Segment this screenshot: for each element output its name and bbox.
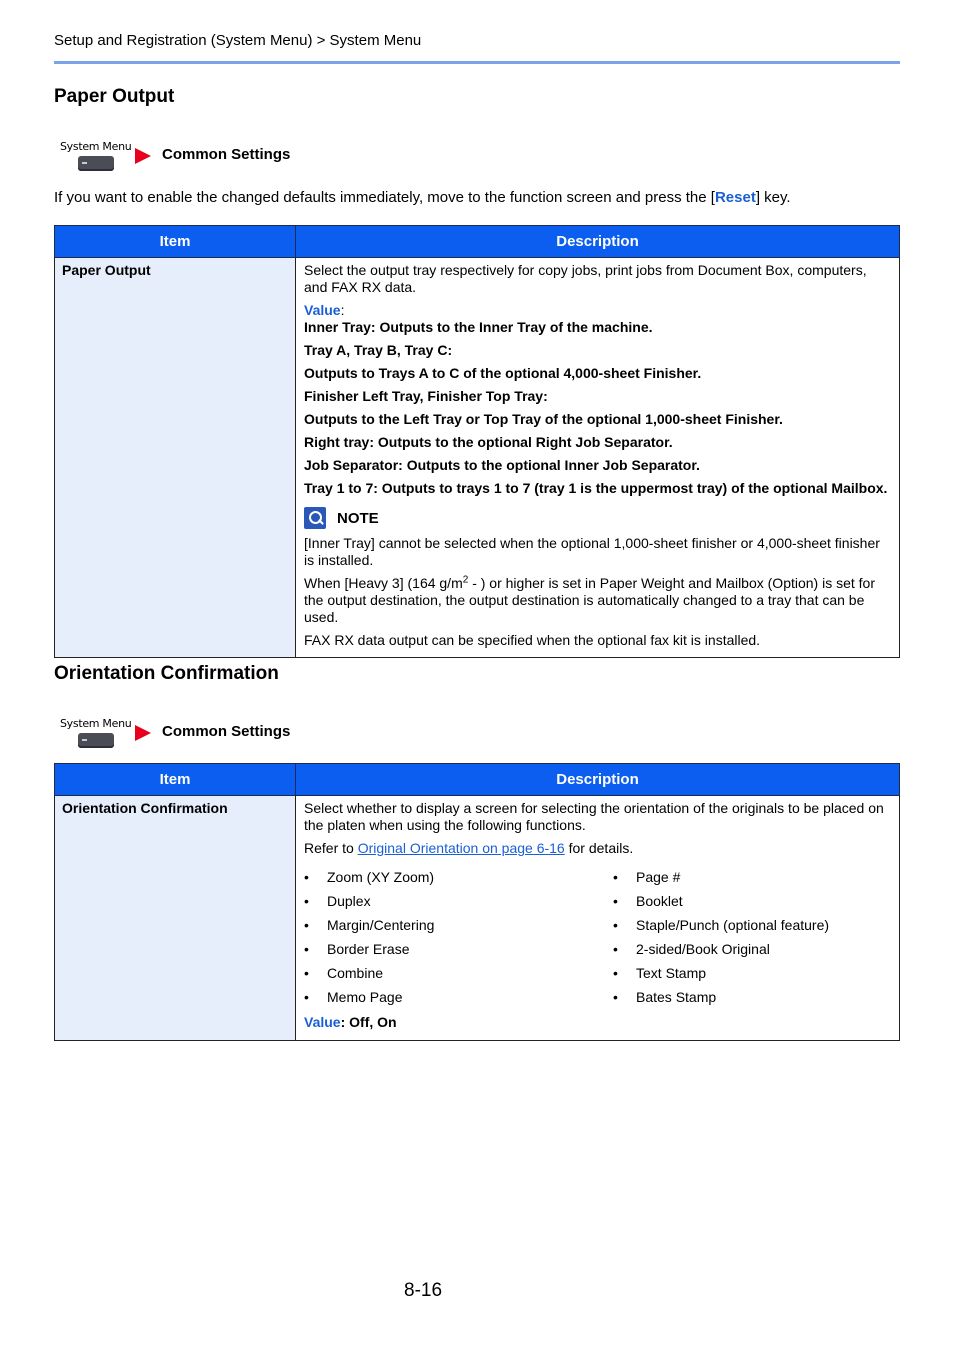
- nav-destination: Common Settings: [162, 723, 291, 740]
- column-header-description: Description: [296, 764, 900, 796]
- function-list: [304, 869, 891, 1006]
- list-item-text: Zoom (XY Zoom): [327, 869, 435, 885]
- list-item-text: Memo Page: [327, 989, 403, 1005]
- list-item-text: Page #: [636, 869, 681, 885]
- column-header-description: Description: [296, 226, 900, 258]
- right-arrow-icon: [135, 148, 151, 164]
- value-option: Right tray: Outputs to the optional Right Job Separator.: [304, 434, 673, 450]
- nav-path-orientation: [60, 717, 460, 757]
- value-colon: :: [340, 302, 345, 318]
- original-orientation-link[interactable]: Original Orientation on page 6-16: [357, 840, 565, 856]
- value-option: Outputs to Trays A to C of the optional 4,000-sheet Finisher.: [304, 365, 702, 381]
- bullet-icon: •: [304, 917, 309, 933]
- table-row: [55, 796, 900, 1041]
- value-option: Inner Tray: Outputs to the Inner Tray of the machine.: [304, 319, 653, 335]
- system-menu-key-label: System Menu: [60, 140, 132, 153]
- intro-text-start: If you want to enable the changed defaults immediately, move to the function screen and press the [: [54, 189, 715, 206]
- system-menu-button-icon: [78, 156, 114, 171]
- refer-text: [304, 840, 891, 857]
- note-text: [Inner Tray] cannot be selected when the optional 1,000-sheet finisher or 4,000-sheet finisher is installed.: [304, 535, 880, 568]
- list-item: [304, 941, 613, 958]
- value-label-line: [304, 302, 891, 319]
- refer-text-start: Refer to: [304, 840, 358, 856]
- list-item-text: Duplex: [327, 893, 371, 909]
- item-name: Paper Output: [55, 258, 296, 658]
- header-rule: [54, 61, 900, 64]
- refer-text-end: for details.: [564, 840, 634, 856]
- note-header: [304, 507, 891, 529]
- column-header-item: Item: [55, 226, 296, 258]
- value-option: Job Separator: Outputs to the optional Inner Job Separator.: [304, 457, 700, 473]
- note-magnifier-icon: [304, 507, 326, 529]
- bullet-icon: •: [613, 941, 618, 957]
- list-item: [613, 941, 891, 958]
- intro-text-end: ] key.: [755, 189, 791, 206]
- table-header-row: [55, 764, 900, 796]
- list-item-text: Text Stamp: [636, 965, 707, 981]
- system-menu-button-icon: [78, 733, 114, 748]
- bullet-icon: •: [304, 989, 309, 1005]
- column-header-item: Item: [55, 764, 296, 796]
- item-description: [296, 796, 900, 1041]
- list-item-text: Bates Stamp: [636, 989, 717, 1005]
- system-menu-key-icon: [60, 140, 132, 176]
- page-number: 8-16: [404, 1280, 443, 1301]
- intro-text: [54, 189, 791, 206]
- value-option: Tray 1 to 7: Outputs to trays 1 to 7 (tray 1 is the uppermost tray) of the optional Mailbox.: [304, 480, 888, 496]
- superscript: 2: [462, 574, 469, 586]
- reset-key-label: Reset: [714, 189, 756, 206]
- bullet-icon: •: [613, 917, 618, 933]
- note-text: [304, 575, 891, 626]
- bullet-icon: •: [304, 941, 309, 957]
- list-item: [613, 989, 891, 1006]
- bullet-icon: •: [613, 989, 618, 1005]
- value-line: [304, 1014, 891, 1031]
- right-arrow-icon: [135, 725, 151, 741]
- bullet-icon: •: [304, 965, 309, 981]
- list-item-text: Booklet: [636, 893, 683, 909]
- description-text: Select the output tray respectively for copy jobs, print jobs from Document Box, computers, and FAX RX data.: [304, 262, 867, 295]
- list-item-text: Staple/Punch (optional feature): [636, 917, 830, 933]
- list-item: [304, 917, 613, 934]
- item-description: [296, 258, 900, 658]
- item-name: Orientation Confirmation: [55, 796, 296, 1041]
- list-item: [304, 869, 613, 886]
- system-menu-key-label: System Menu: [60, 717, 132, 730]
- list-item: [613, 869, 891, 886]
- list-item-text: Margin/Centering: [327, 917, 435, 933]
- list-item: [613, 965, 891, 982]
- list-item-text: 2-sided/Book Original: [636, 941, 770, 957]
- note-text-part: - ) or higher is set in Paper Weight and Mailbox (Option) is set for the output destination, the output destination is automatically changed to a tray that can be used.: [304, 575, 876, 625]
- value-option: Finisher Left Tray, Finisher Top Tray:: [304, 388, 548, 404]
- nav-path-paper-output: [60, 140, 460, 180]
- breadcrumb: Setup and Registration (System Menu) > System Menu: [54, 32, 422, 49]
- value-option: Tray A, Tray B, Tray C:: [304, 342, 453, 358]
- bullet-icon: •: [304, 893, 309, 909]
- note-text: FAX RX data output can be specified when the optional fax kit is installed.: [304, 632, 761, 648]
- bullet-icon: •: [613, 869, 618, 885]
- value-label: Value: [304, 302, 341, 318]
- value-label: Value: [304, 1014, 341, 1030]
- list-item: [304, 989, 613, 1006]
- list-item-text: Combine: [327, 965, 384, 981]
- list-item: [613, 917, 891, 934]
- bullet-icon: •: [613, 893, 618, 909]
- value-option: Outputs to the Left Tray or Top Tray of the optional 1,000-sheet Finisher.: [304, 411, 783, 427]
- description-text: Select whether to display a screen for selecting the orientation of the originals to be placed on the platen when using the following functions.: [304, 800, 884, 833]
- note-title: NOTE: [337, 509, 379, 527]
- list-item: [304, 893, 613, 910]
- section-title-orientation-confirmation: Orientation Confirmation: [54, 663, 279, 684]
- paper-output-table: [54, 225, 900, 658]
- list-item: [304, 965, 613, 982]
- value-text: : Off, On: [340, 1014, 397, 1030]
- section-title-paper-output: Paper Output: [54, 86, 175, 107]
- list-item-text: Border Erase: [327, 941, 410, 957]
- system-menu-key-icon: [60, 717, 132, 753]
- table-header-row: [55, 226, 900, 258]
- nav-destination: Common Settings: [162, 146, 291, 163]
- note-text-part: When [Heavy 3] (164 g/m: [304, 575, 463, 591]
- bullet-icon: •: [304, 869, 309, 885]
- list-item: [613, 893, 891, 910]
- table-row: [55, 258, 900, 658]
- orientation-table: [54, 763, 900, 1041]
- bullet-icon: •: [613, 965, 618, 981]
